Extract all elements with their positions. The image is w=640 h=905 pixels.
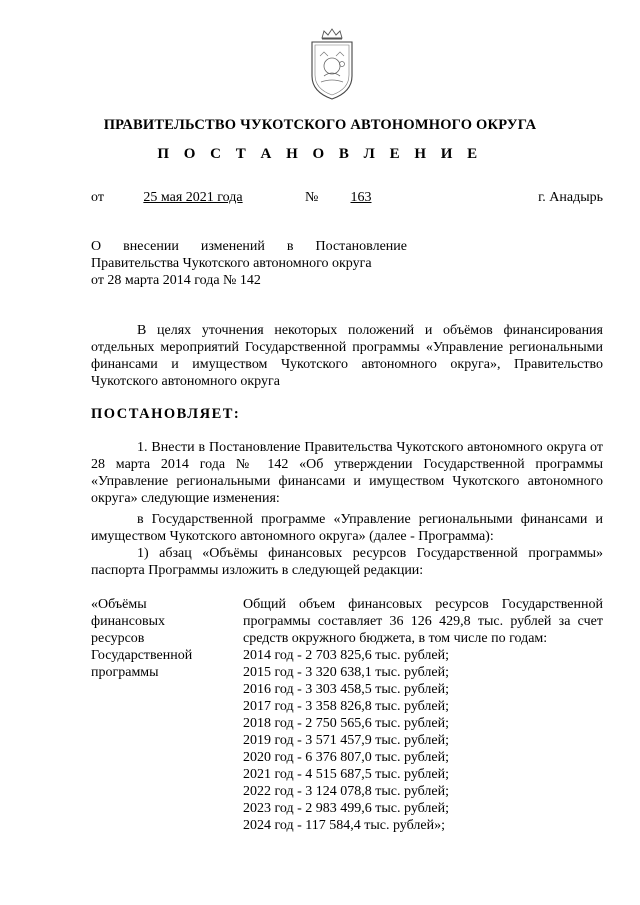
clause-1-sub-paragraph (91, 511, 603, 545)
preamble-text: В целях уточнения некоторых положений и объёмов финансирования отдельных мероприятий Государственной программы «Управление региональными финансами и имуществом Чукотского автономного округа», Правительство Чукотского автономного округа (91, 323, 603, 389)
document-subject (91, 238, 407, 289)
coat-of-arms-emblem (304, 28, 360, 102)
year-amount: 2024 год - 117 584,4 тыс. рублей»; (243, 818, 445, 833)
year-amount: 2020 год - 6 376 807,0 тыс. рублей; (243, 750, 450, 765)
year-amount: 2022 год - 3 124 078,8 тыс. рублей; (243, 784, 450, 799)
clause-1-sub-text: в Государственной программе «Управление региональными финансами и имуществом Чукотского автономного округа» (далее - Программа): (91, 512, 603, 544)
financing-row-value (243, 596, 603, 834)
document-place: г. Анадырь (538, 190, 603, 205)
financing-description-text: Общий объем финансовых ресурсов Государственной программы составляет 36 126 429,8 тыс. рублей за счет средств окружного бюджета, в том числе по годам: (243, 597, 603, 646)
year-amount: 2017 год - 3 358 826,8 тыс. рублей; (243, 699, 450, 714)
date-from-label: от (91, 190, 104, 205)
number-label: № (305, 190, 319, 205)
subject-line-2: Правительства Чукотского автономного округа (91, 256, 372, 271)
clause-1-paragraph (91, 439, 603, 507)
financing-row-label (91, 596, 221, 681)
document-number: 163 (350, 190, 372, 205)
preamble-paragraph (91, 322, 603, 390)
year-amount: 2019 год - 3 571 457,9 тыс. рублей; (243, 733, 450, 748)
year-amount: 2015 год - 3 320 638,1 тыс. рублей; (243, 665, 450, 680)
year-amount: 2014 год - 2 703 825,6 тыс. рублей; (243, 648, 450, 663)
label-line: финансовых (91, 614, 165, 629)
year-amount: 2016 год - 3 303 458,5 тыс. рублей; (243, 682, 450, 697)
clause-1-text: 1. Внести в Постановление Правительства Чукотского автономного округа от 28 марта 2014 года № 142 «Об утверждении Государственной программы «Управление региональными финансами и имуществом Чукотского автономного округа» следующие изменения: (91, 440, 603, 506)
clause-1-item-1-text: 1) абзац «Объёмы финансовых ресурсов Государственной программы» паспорта Программы изложить в следующей редакции: (91, 546, 603, 578)
government-title: ПРАВИТЕЛЬСТВО ЧУКОТСКОГО АВТОНОМНОГО ОКРУГА (103, 117, 537, 133)
subject-line-1: О внесении изменений в Постановление (91, 239, 407, 254)
year-amount: 2018 год - 2 750 565,6 тыс. рублей; (243, 716, 450, 731)
label-line: «Объёмы (91, 597, 147, 612)
document-type-heading: П О С Т А Н О В Л Е Н И Е (157, 146, 483, 162)
document-date: 25 мая 2021 года (143, 190, 243, 205)
financing-description (243, 596, 603, 647)
decree-heading: ПОСТАНОВЛЯЕТ: (91, 406, 241, 422)
clause-1-item-1-paragraph (91, 545, 603, 579)
label-line: ресурсов (91, 631, 145, 646)
year-amount: 2023 год - 2 983 499,6 тыс. рублей; (243, 801, 450, 816)
label-line: Государственной (91, 648, 193, 663)
subject-line-3: от 28 марта 2014 года № 142 (91, 273, 261, 288)
label-line: программы (91, 665, 159, 680)
year-amount: 2021 год - 4 515 687,5 тыс. рублей; (243, 767, 450, 782)
